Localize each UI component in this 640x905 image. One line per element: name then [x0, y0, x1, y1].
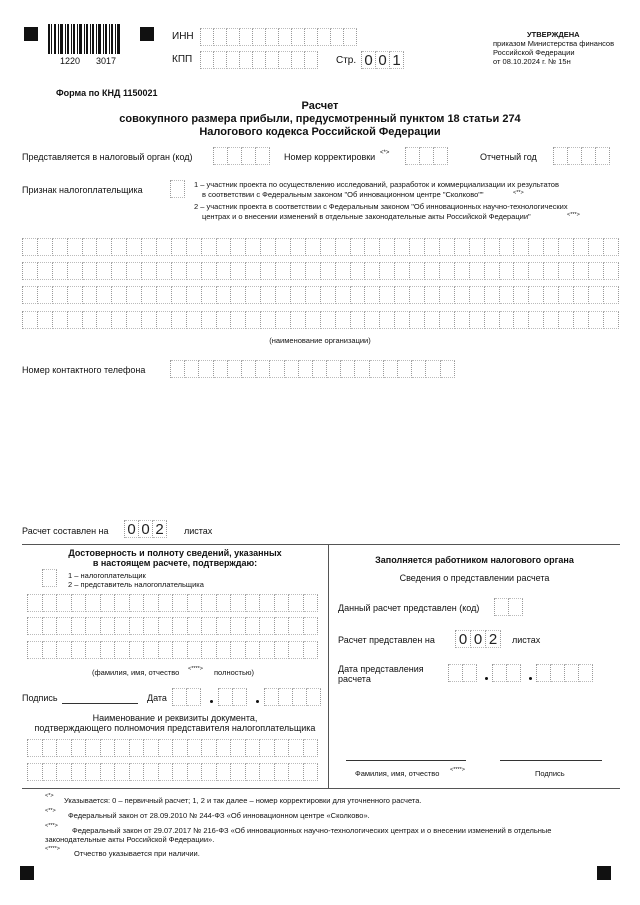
correction-label: Номер корректировки	[284, 152, 376, 162]
organization-name-row[interactable]	[22, 311, 619, 329]
pages-count-field[interactable]	[124, 520, 167, 538]
inn-label: ИНН	[172, 31, 194, 42]
footnote-mark: <****>	[45, 846, 60, 852]
officer-signature-label: Подпись	[535, 769, 565, 778]
barcode-number-right: 3017	[96, 56, 117, 66]
footnote-mark: <****>	[450, 767, 465, 773]
phone-label: Номер контактного телефона	[22, 365, 146, 375]
footnote-text: законодательные акты Российской Федерации».	[45, 835, 215, 844]
tax-authority-label: Представляется в налоговый орган (код)	[22, 152, 193, 162]
section-divider-horizontal	[22, 544, 620, 545]
taxpayer-sign-field[interactable]	[170, 180, 185, 198]
confirmer-option-2: 2 – представитель налогоплательщика	[68, 580, 204, 589]
date-separator	[256, 700, 259, 703]
form-code: Форма по КНД 1150021	[56, 88, 158, 98]
submitted-pages-unit: листах	[512, 635, 541, 645]
submission-date-label: Дата представления	[338, 664, 424, 674]
barcode-number-left: 1220	[60, 56, 81, 66]
officer-name-label: Фамилия, имя, отчество	[355, 769, 440, 778]
authority-document-title: Наименование и реквизиты документа,	[92, 713, 258, 723]
submitted-code-label: Данный расчет представлен (код)	[338, 603, 480, 613]
confirmation-title: в настоящем расчете, подтверждаю:	[92, 558, 258, 568]
form-title: Расчет	[301, 100, 339, 112]
pages-digit: 2	[153, 520, 167, 538]
taxpayer-option-1: 1 – участник проекта по осуществлению исследований, разработок и коммерциализации их результатов	[194, 180, 559, 189]
approval-line: Российской Федерации	[493, 48, 575, 57]
reporting-year-label: Отчетный год	[480, 152, 537, 162]
officer-signature-line[interactable]	[500, 760, 602, 761]
authority-document-row[interactable]	[27, 763, 318, 781]
submitted-code-field[interactable]	[494, 598, 523, 616]
submission-info-title: Сведения о представлении расчета	[399, 573, 550, 583]
submission-month-field[interactable]	[492, 664, 521, 682]
kpp-field[interactable]	[200, 51, 318, 69]
authority-document-title: подтверждающего полномочия представителя налогоплательщика	[34, 723, 316, 733]
approval-line: приказом Министерства финансов	[493, 39, 615, 48]
organization-name-row[interactable]	[22, 262, 619, 280]
footnote-text: Отчество указывается при наличии.	[74, 849, 200, 858]
organization-name-caption: (наименование организации)	[269, 336, 371, 345]
tax-authority-code-field[interactable]	[213, 147, 270, 165]
date-separator	[485, 677, 488, 680]
corner-marker-bottom-right	[597, 866, 611, 880]
inn-field[interactable]	[200, 28, 357, 46]
submission-date-label: расчета	[338, 674, 371, 684]
page-digit: 1	[390, 51, 404, 69]
footnote-mark: <****>	[188, 666, 203, 672]
submitted-digit: 0	[471, 630, 486, 648]
form-title: совокупного размера прибыли, предусмотренный пунктом 18 статьи 274	[119, 113, 521, 125]
footnote-mark: <***>	[45, 823, 58, 829]
full-name-row[interactable]	[27, 617, 318, 635]
signature-label: Подпись	[22, 693, 58, 703]
page-digit: 0	[362, 51, 376, 69]
pages-count-unit: листах	[184, 526, 213, 536]
corner-marker-top-left	[24, 27, 38, 41]
submitted-digit: 2	[486, 630, 501, 648]
officer-name-line[interactable]	[346, 760, 466, 761]
footnote-mark: <**>	[513, 190, 524, 196]
phone-field[interactable]	[170, 360, 455, 378]
taxpayer-sign-label: Признак налогоплательщика	[22, 185, 143, 195]
confirmation-title: Достоверность и полноту сведений, указанных	[68, 548, 282, 558]
page-label: Стр.	[336, 55, 357, 66]
organization-name-row[interactable]	[22, 238, 619, 256]
footnote-text: Федеральный закон от 29.07.2017 № 216-ФЗ «Об инновационных научно-технологических центрах и о внесении изменений в отдельные	[72, 826, 552, 835]
footnote-divider	[22, 788, 620, 789]
page-digit: 0	[376, 51, 390, 69]
correction-footnote-mark: <*>	[380, 150, 390, 156]
date-separator	[529, 677, 532, 680]
organization-name-row[interactable]	[22, 286, 619, 304]
footnote-mark: <***>	[567, 212, 580, 218]
date-label: Дата	[147, 693, 167, 703]
approval-line: от 08.10.2024 г. № 15н	[493, 57, 571, 66]
barcode-bars	[48, 24, 120, 54]
date-separator	[210, 700, 213, 703]
form-title: Налогового кодекса Российской Федерации	[199, 126, 441, 138]
corner-marker-top-right	[140, 27, 154, 41]
taxpayer-option-2: 2 – участник проекта в соответствии с Федеральным законом "Об инновационных научно-технологических	[194, 202, 568, 211]
date-day-field[interactable]	[172, 688, 201, 706]
corner-marker-bottom-left	[20, 866, 34, 880]
kpp-label: КПП	[172, 54, 193, 65]
tax-officer-title: Заполняется работником налогового органа	[375, 555, 574, 565]
taxpayer-option-2-cont: центрах и о внесении изменений в отдельные законодательные акты Российской Федерации"	[202, 212, 531, 221]
full-name-caption: (фамилия, имя, отчество	[92, 668, 180, 677]
submitted-pages-label: Расчет представлен на	[338, 635, 435, 645]
footnote-mark: <*>	[45, 793, 54, 799]
signature-line[interactable]	[62, 703, 138, 704]
confirmer-type-field[interactable]	[42, 569, 57, 587]
pages-count-label: Расчет составлен на	[22, 526, 109, 536]
full-name-caption: полностью)	[214, 668, 254, 677]
submission-day-field[interactable]	[448, 664, 477, 682]
footnote-text: Федеральный закон от 28.09.2010 № 244-ФЗ «Об инновационном центре «Сколково».	[68, 811, 370, 820]
barcode	[48, 24, 120, 54]
date-month-field[interactable]	[218, 688, 247, 706]
reporting-year-field[interactable]	[553, 147, 610, 165]
page-number-field[interactable]	[361, 51, 404, 69]
submitted-pages-field[interactable]	[455, 630, 501, 648]
taxpayer-option-1-cont: в соответствии с Федеральным законом "Об инновационном центре "Сколково""	[202, 190, 484, 199]
full-name-row[interactable]	[27, 641, 318, 659]
confirmer-option-1: 1 – налогоплательщик	[68, 571, 146, 580]
footnote-mark: <**>	[45, 808, 56, 814]
pages-digit: 0	[125, 520, 139, 538]
submission-year-field[interactable]	[536, 664, 593, 682]
correction-number-field[interactable]	[405, 147, 448, 165]
footnote-text: Указывается: 0 – первичный расчет; 1, 2 и так далее – номер корректировки для уточненного расчета.	[64, 796, 422, 805]
submitted-digit: 0	[456, 630, 471, 648]
authority-document-row[interactable]	[27, 739, 318, 757]
date-year-field[interactable]	[264, 688, 321, 706]
pages-digit: 0	[139, 520, 153, 538]
full-name-row[interactable]	[27, 594, 318, 612]
approval-title: УТВЕРЖДЕНА	[527, 30, 580, 39]
